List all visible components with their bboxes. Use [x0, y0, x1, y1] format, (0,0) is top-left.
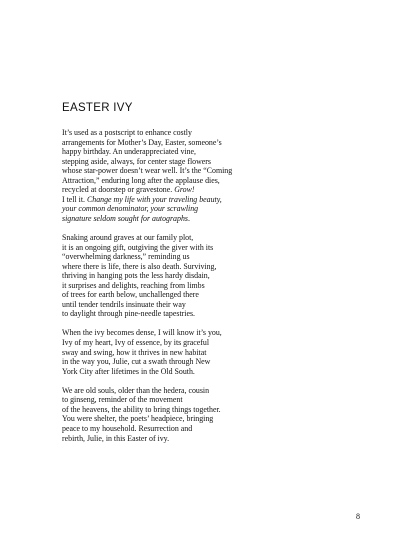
poem-line [62, 214, 362, 224]
poem-line [62, 338, 362, 348]
poem-line [62, 262, 362, 272]
line-text: of the heavens, the ability to bring things together. [62, 404, 221, 414]
poem-line [62, 252, 362, 262]
line-text: York City after lifetimes in the Old South. [62, 366, 195, 376]
poem-line [62, 357, 362, 367]
poem-line [62, 367, 362, 377]
poem-line [62, 147, 362, 157]
stanza [62, 328, 362, 376]
line-text: arrangements for Mother’s Day, Easter, someone’s [62, 137, 222, 147]
line-text: stepping aside, always, for center stage flowers [62, 156, 211, 166]
poem-line [62, 243, 362, 253]
line-text: it is an ongoing gift, outgiving the giver with its [62, 242, 214, 252]
line-text: whose star-power doesn’t wear well. It’s the “Coming [62, 166, 233, 176]
italic-text: your common denominator, your scrawling [62, 204, 199, 214]
poem-line [62, 128, 362, 138]
line-text: “overwhelming darkness,” reminding us [62, 252, 190, 262]
italic-text: signature seldom sought for autographs [62, 213, 188, 223]
line-text: Ivy of my heart, Ivy of essence, by its graceful [62, 338, 210, 348]
poem-line [62, 405, 362, 415]
line-text: peace to my household. Resurrection and [62, 423, 193, 433]
stanza [62, 233, 362, 319]
line-text: happy birthday. An underappreciated vine, [62, 147, 197, 157]
line-text: I tell it. [62, 194, 87, 204]
poem-line [62, 185, 362, 195]
stanza [62, 128, 362, 223]
line-text: until tender tendrils insinuate their way [62, 299, 186, 309]
stanza [62, 386, 362, 443]
line-text: in the way you, Julie, cut a swath through New [62, 357, 211, 367]
line-text: Snaking around graves at our family plot, [62, 233, 194, 243]
line-text: We are old souls, older than the hedera, cousin [62, 385, 210, 395]
line-text: of trees for earth below, unchallenged there [62, 290, 199, 300]
poem-line [62, 414, 362, 424]
poem-line [62, 166, 362, 176]
poem-line [62, 348, 362, 358]
poem-line [62, 434, 362, 444]
poem-line [62, 271, 362, 281]
line-text: rebirth, Julie, in this Easter of ivy. [62, 433, 170, 443]
line-text: Attraction,” enduring long after the applause dies, [62, 175, 220, 185]
line-text: sway and swing, how it thrives in new habitat [62, 347, 207, 357]
poem-line [62, 328, 362, 338]
line-text: . [187, 213, 190, 223]
poem-line [62, 395, 362, 405]
line-text: thriving in hanging pots the less hardy disdain, [62, 271, 210, 281]
poem-line [62, 176, 362, 186]
poem-line [62, 386, 362, 396]
italic-text: Change my life with your traveling beauty, [86, 194, 222, 204]
poem-line [62, 300, 362, 310]
line-text: where there is life, there is also death. Surviving, [62, 261, 217, 271]
poem-title: EASTER IVY [62, 102, 133, 114]
poem-line [62, 138, 362, 148]
poem-line [62, 233, 362, 243]
poem-line [62, 157, 362, 167]
poem-line [62, 195, 362, 205]
poem-body [62, 128, 362, 453]
line-text: When the ivy becomes dense, I will know it’s you, [62, 328, 222, 338]
line-text: to daylight through pine-needle tapestries. [62, 309, 196, 319]
poem-line [62, 204, 362, 214]
line-text: recycled at doorstep or gravestone. [62, 185, 175, 195]
page-number: 8 [356, 512, 360, 521]
poem-line [62, 309, 362, 319]
poem-line [62, 281, 362, 291]
line-text: It’s used as a postscript to enhance costly [62, 128, 192, 137]
poem-line [62, 424, 362, 434]
italic-text: Grow! [174, 185, 195, 195]
line-text: it surprises and delights, reaching from limbs [62, 280, 205, 290]
line-text: You were shelter, the poets’ headpiece, bringing [62, 414, 214, 424]
line-text: to ginseng, reminder of the movement [62, 395, 183, 405]
poem-line [62, 290, 362, 300]
